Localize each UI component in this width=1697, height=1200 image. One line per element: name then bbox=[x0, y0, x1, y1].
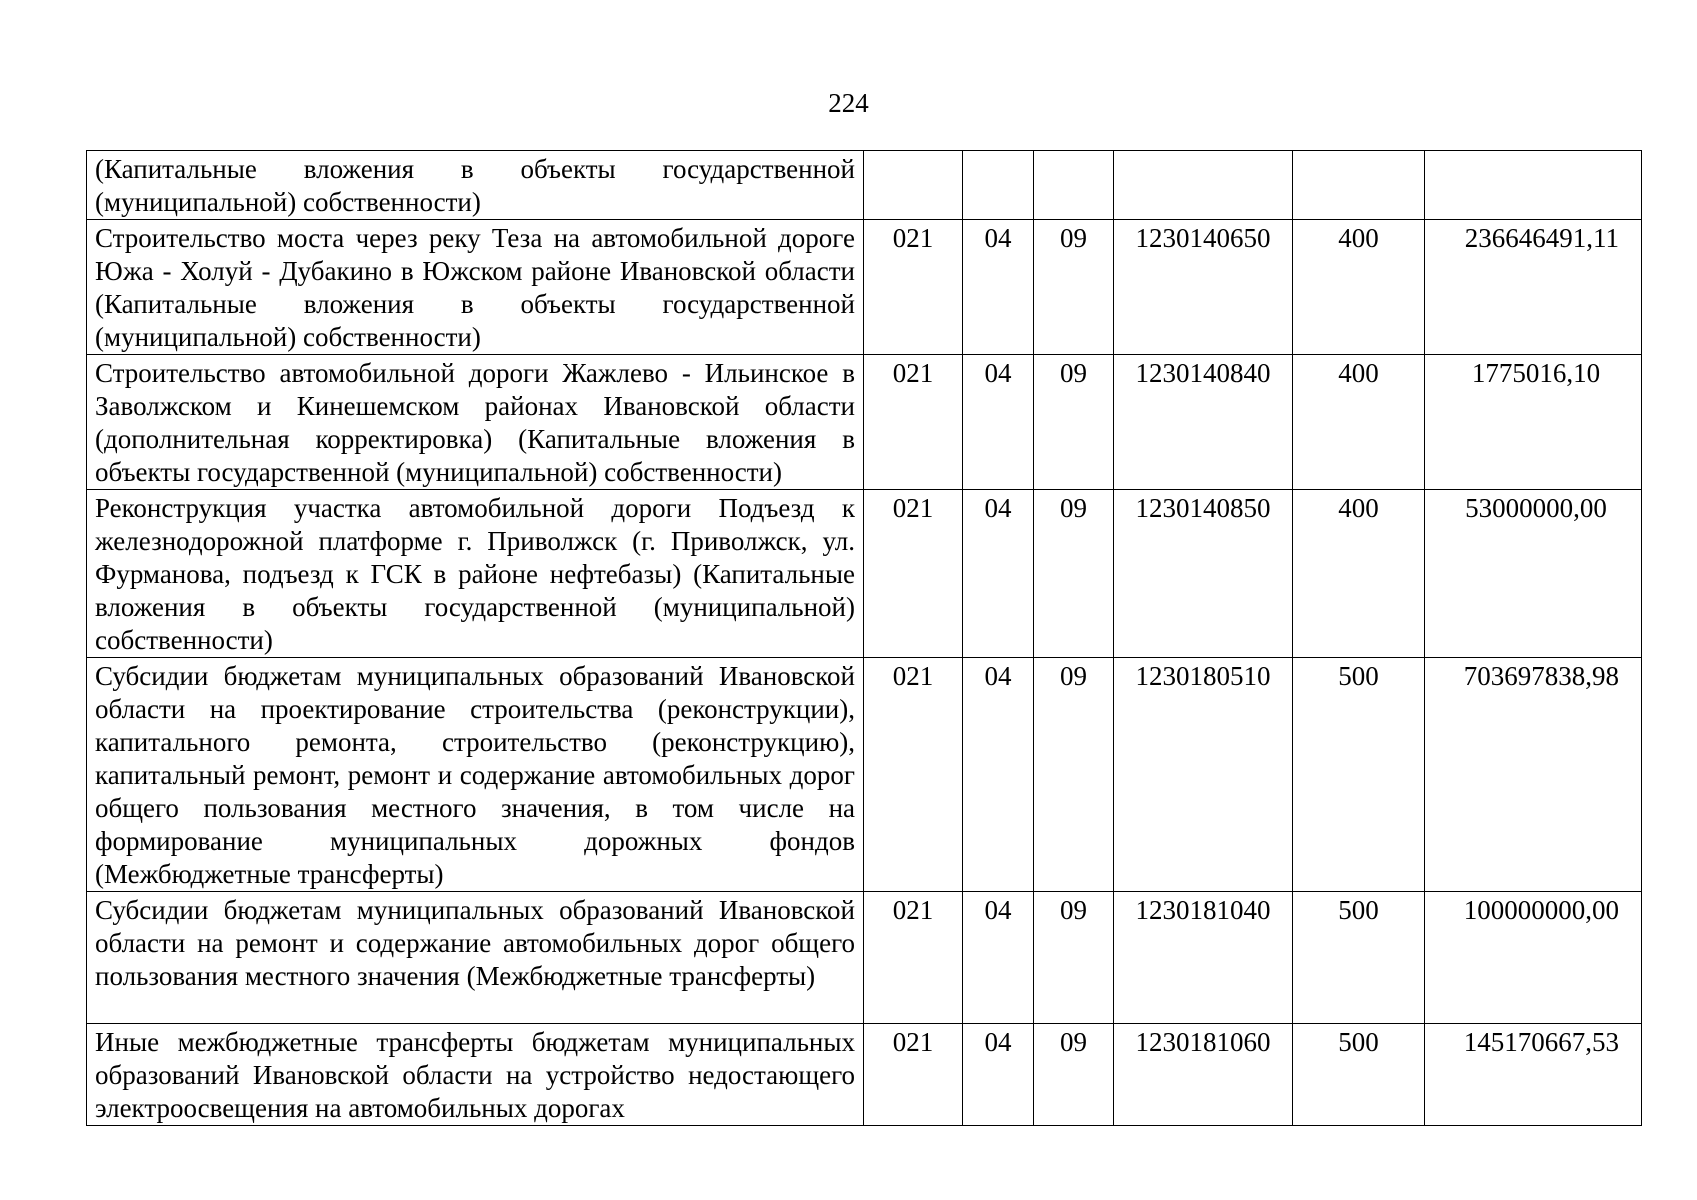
target-article-cell: 1230180510 bbox=[1114, 658, 1293, 892]
amount-cell: 236646491,11 bbox=[1425, 220, 1642, 355]
ministry-code-cell: 021 bbox=[864, 490, 963, 658]
section-code-cell: 04 bbox=[963, 220, 1034, 355]
page-number: 224 bbox=[828, 88, 869, 118]
table-row bbox=[87, 355, 1642, 490]
row-description: Строительство автомобильной дороги Жажлево - Ильинское в Заволжском и Кинешемском районах Ивановской области (дополнительная корректировка) (Капитальные вложения в объекты государственной (муниципальной) собственности) bbox=[87, 355, 864, 490]
budget-table bbox=[86, 150, 1642, 1126]
amount-cell bbox=[1425, 151, 1642, 220]
subsection-code-cell: 09 bbox=[1034, 892, 1114, 1024]
subsection-code-cell: 09 bbox=[1034, 220, 1114, 355]
ministry-code-cell: 021 bbox=[864, 1024, 963, 1126]
target-article-cell: 1230181060 bbox=[1114, 1024, 1293, 1126]
amount-cell: 53000000,00 bbox=[1425, 490, 1642, 658]
section-code-cell: 04 bbox=[963, 490, 1034, 658]
row-description: Субсидии бюджетам муниципальных образований Ивановской области на ремонт и содержание автомобильных дорог общего пользования местного значения (Межбюджетные трансферты) bbox=[87, 892, 864, 1024]
amount-cell: 1775016,10 bbox=[1425, 355, 1642, 490]
amount-cell: 100000000,00 bbox=[1425, 892, 1642, 1024]
table-row bbox=[87, 490, 1642, 658]
expense-type-cell: 400 bbox=[1293, 220, 1425, 355]
section-code-cell: 04 bbox=[963, 892, 1034, 1024]
expense-type-cell: 400 bbox=[1293, 355, 1425, 490]
target-article-cell: 1230140850 bbox=[1114, 490, 1293, 658]
expense-type-cell: 400 bbox=[1293, 490, 1425, 658]
row-description: Субсидии бюджетам муниципальных образований Ивановской области на проектирование строительства (реконструкции), капитального ремонта, строительство (реконструкцию), капитальный ремонт, ремонт и содержание автомобильных дорог общего пользования местного значения, в том числе на формирование муниципальных дорожных фондов (Межбюджетные трансферты) bbox=[87, 658, 864, 892]
section-code-cell: 04 bbox=[963, 658, 1034, 892]
subsection-code-cell: 09 bbox=[1034, 658, 1114, 892]
amount-cell: 703697838,98 bbox=[1425, 658, 1642, 892]
table-row bbox=[87, 1024, 1642, 1126]
ministry-code-cell: 021 bbox=[864, 220, 963, 355]
subsection-code-cell: 09 bbox=[1034, 490, 1114, 658]
table-row bbox=[87, 658, 1642, 892]
ministry-code-cell: 021 bbox=[864, 892, 963, 1024]
amount-cell: 145170667,53 bbox=[1425, 1024, 1642, 1126]
expense-type-cell: 500 bbox=[1293, 658, 1425, 892]
row-description: Строительство моста через реку Теза на автомобильной дороге Южа - Холуй - Дубакино в Южском районе Ивановской области (Капитальные вложения в объекты государственной (муниципальной) собственности) bbox=[87, 220, 864, 355]
table-row bbox=[87, 151, 1642, 220]
section-code-cell: 04 bbox=[963, 1024, 1034, 1126]
section-code-cell: 04 bbox=[963, 355, 1034, 490]
row-description: Иные межбюджетные трансферты бюджетам муниципальных образований Ивановской области на устройство недостающего электроосвещения на автомобильных дорогах bbox=[87, 1024, 864, 1126]
target-article-cell: 1230181040 bbox=[1114, 892, 1293, 1024]
table-row bbox=[87, 220, 1642, 355]
ministry-code-cell: 021 bbox=[864, 355, 963, 490]
row-description: (Капитальные вложения в объекты государственной (муниципальной) собственности) bbox=[87, 151, 864, 220]
subsection-code-cell: 09 bbox=[1034, 1024, 1114, 1126]
ministry-code-cell bbox=[864, 151, 963, 220]
target-article-cell: 1230140650 bbox=[1114, 220, 1293, 355]
subsection-code-cell: 09 bbox=[1034, 355, 1114, 490]
expense-type-cell: 500 bbox=[1293, 1024, 1425, 1126]
expense-type-cell bbox=[1293, 151, 1425, 220]
ministry-code-cell: 021 bbox=[864, 658, 963, 892]
section-code-cell bbox=[963, 151, 1034, 220]
expense-type-cell: 500 bbox=[1293, 892, 1425, 1024]
target-article-cell: 1230140840 bbox=[1114, 355, 1293, 490]
row-description: Реконструкция участка автомобильной дороги Подъезд к железнодорожной платформе г. Приволжск (г. Приволжск, ул. Фурманова, подъезд к ГСК в районе нефтебазы) (Капитальные вложения в объекты государственной (муниципальной) собственности) bbox=[87, 490, 864, 658]
target-article-cell bbox=[1114, 151, 1293, 220]
table-row bbox=[87, 892, 1642, 1024]
subsection-code-cell bbox=[1034, 151, 1114, 220]
